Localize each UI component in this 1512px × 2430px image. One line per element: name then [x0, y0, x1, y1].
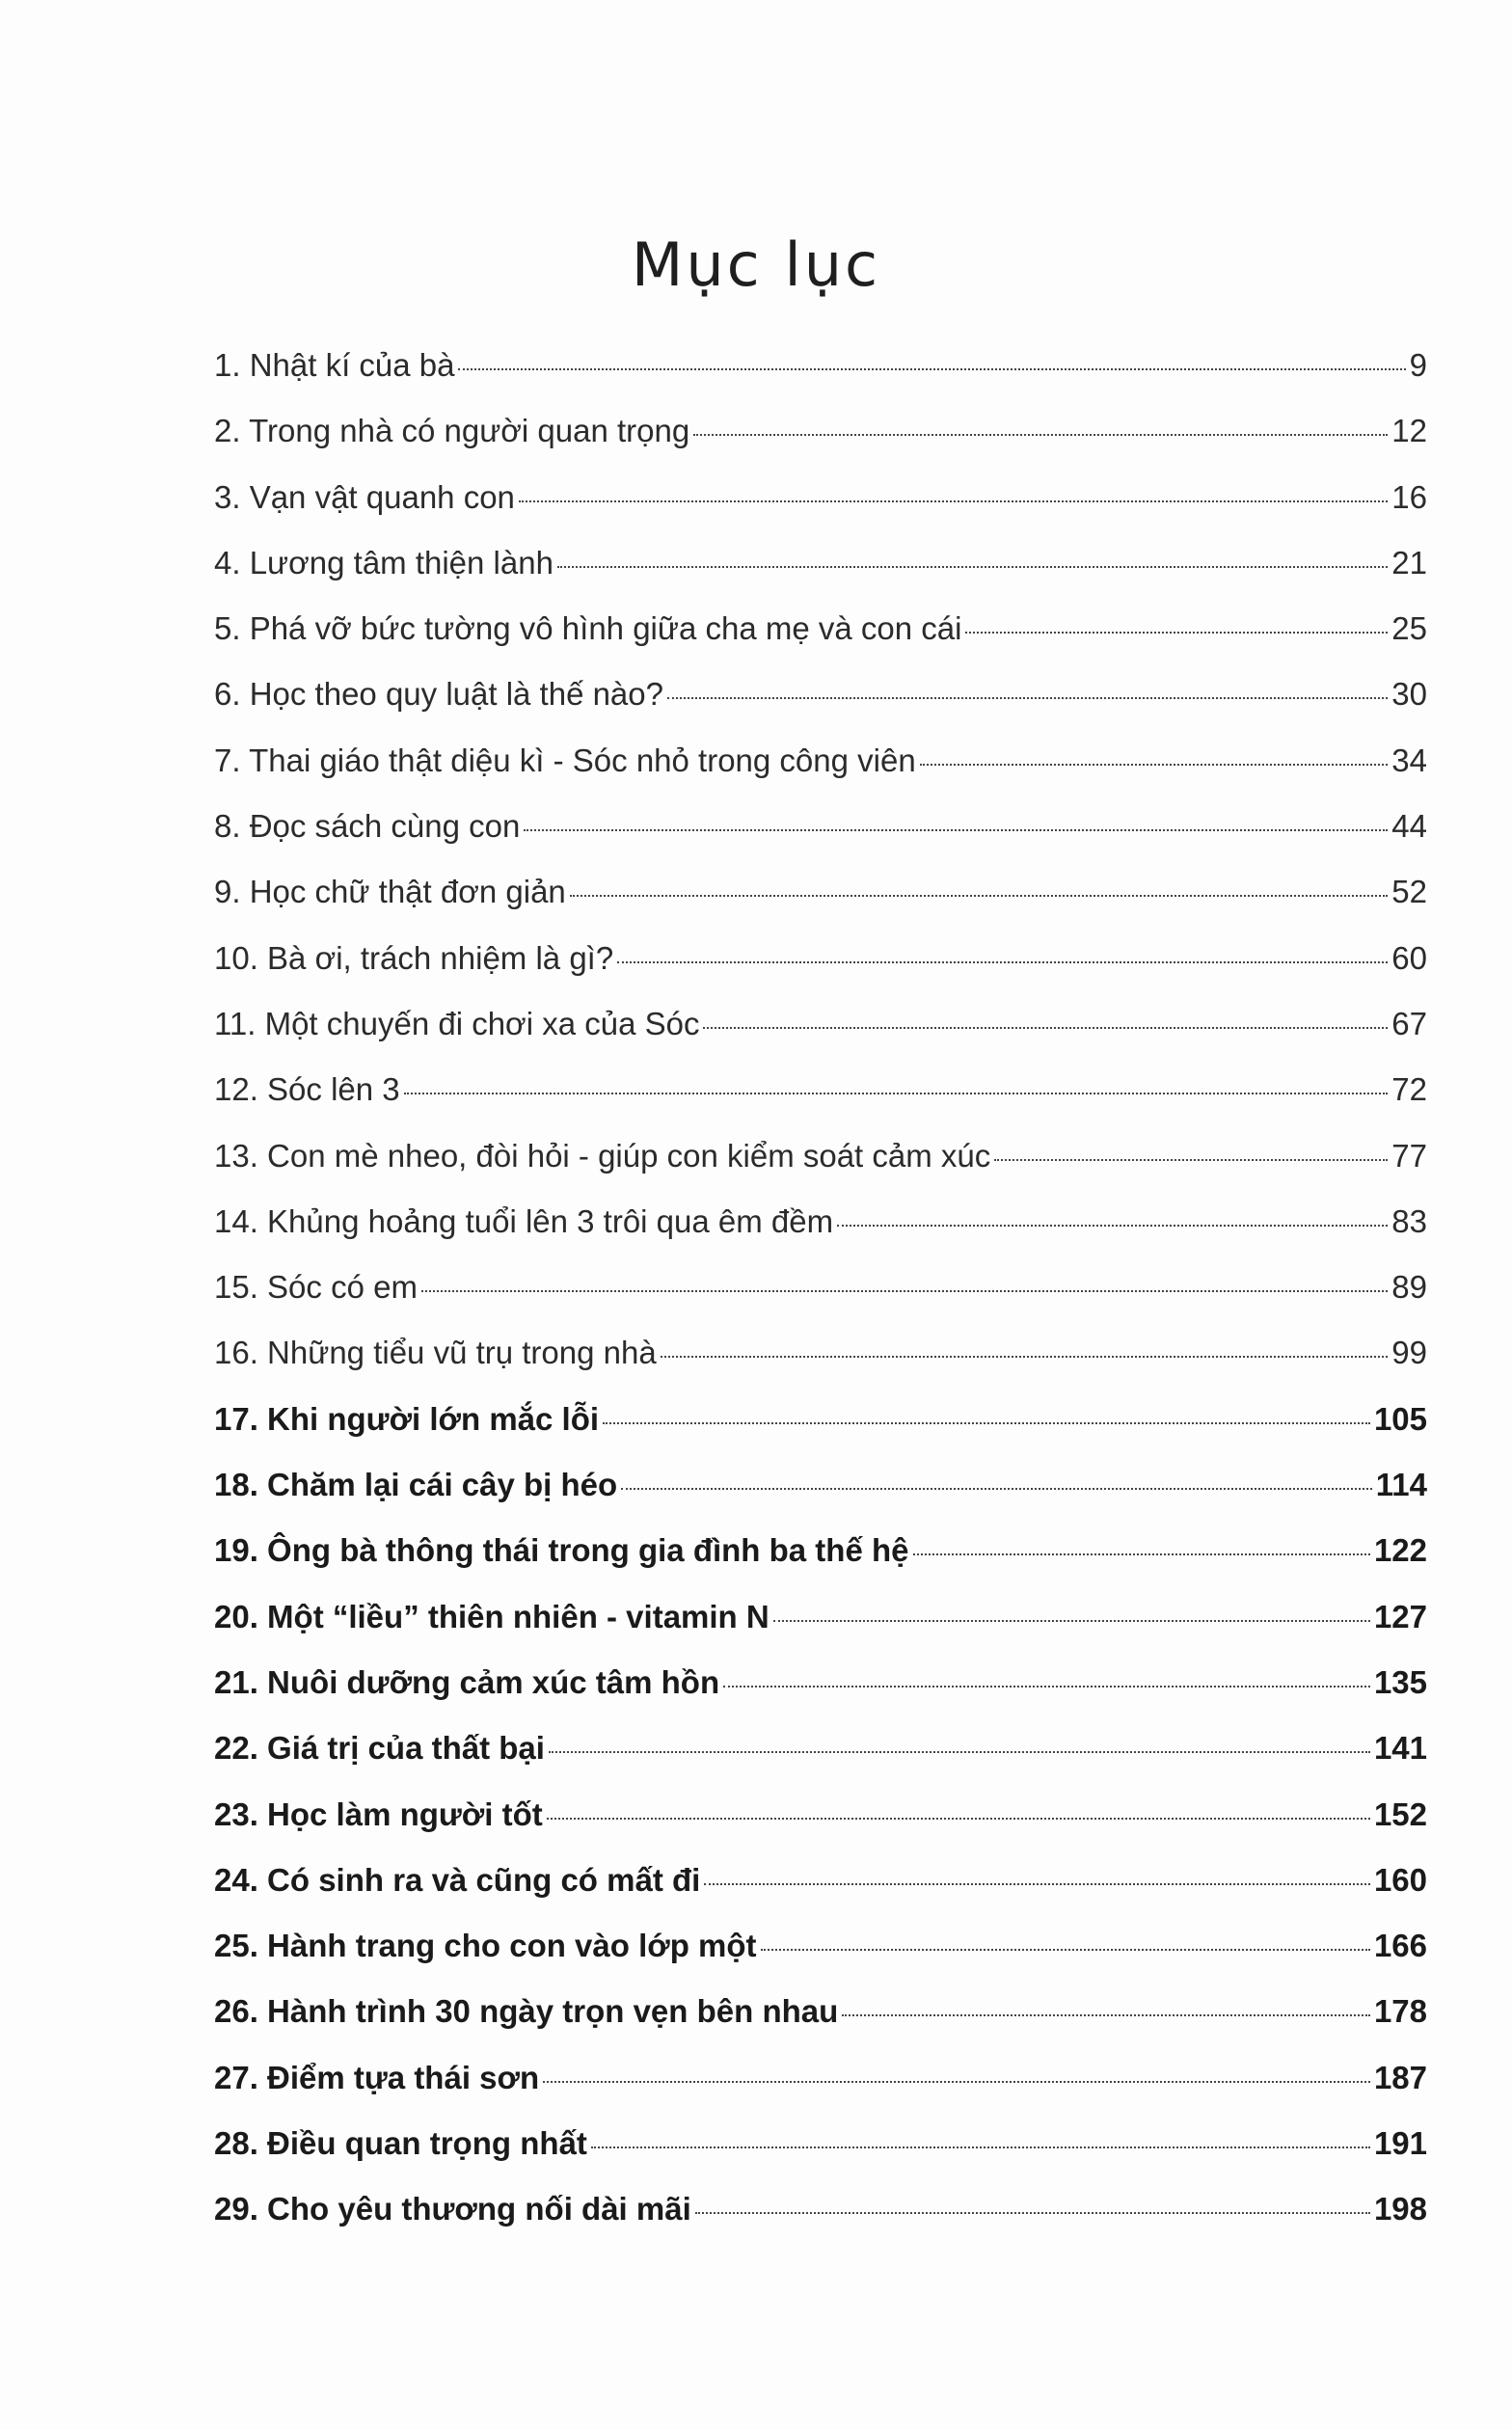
dot-leader	[695, 2212, 1370, 2214]
dot-leader	[667, 697, 1388, 699]
toc-entry-page-number: 122	[1373, 1532, 1427, 1569]
toc-entry	[214, 794, 1427, 859]
toc-entry	[214, 2045, 1427, 2111]
toc-entry	[214, 1913, 1427, 1979]
toc-entry-page-number: 12	[1391, 413, 1427, 449]
toc-entry-title: 29. Cho yêu thương nối dài mãi	[214, 2191, 691, 2228]
toc-entry	[214, 1715, 1427, 1781]
toc-entry	[214, 1584, 1427, 1650]
toc-entry-page-number: 83	[1391, 1202, 1427, 1239]
toc-entry	[214, 596, 1427, 662]
toc-entry	[214, 398, 1427, 464]
toc-entry-title: 4. Lương tâm thiện lành	[214, 544, 554, 580]
dot-leader	[557, 566, 1388, 568]
toc-entry	[214, 728, 1427, 794]
toc-entry-title: 5. Phá vỡ bức tường vô hình giữa cha mẹ và con cái	[214, 610, 962, 647]
toc-entry	[214, 1979, 1427, 2044]
dot-leader	[458, 368, 1405, 370]
toc-entry	[214, 465, 1427, 530]
dot-leader	[621, 1488, 1372, 1490]
toc-entry	[214, 926, 1427, 991]
toc-entry	[214, 1189, 1427, 1255]
toc-entry-page-number: 16	[1391, 478, 1427, 515]
toc-entry-page-number: 105	[1373, 1400, 1427, 1437]
toc-entry-title: 13. Con mè nheo, đòi hỏi - giúp con kiểm soát cảm xúc	[214, 1137, 991, 1174]
toc-entry	[214, 2176, 1427, 2242]
toc-entry-title: 28. Điều quan trọng nhất	[214, 2125, 587, 2162]
toc-entry-page-number: 67	[1391, 1005, 1427, 1041]
dot-leader	[837, 1225, 1388, 1227]
toc-entry-page-number: 135	[1373, 1663, 1427, 1700]
toc-entry	[214, 1650, 1427, 1715]
toc-entry	[214, 333, 1427, 398]
dot-leader	[591, 2146, 1370, 2148]
dot-leader	[519, 500, 1388, 502]
toc-entry-page-number: 191	[1373, 2125, 1427, 2162]
toc-entry-page-number: 160	[1373, 1861, 1427, 1898]
toc-entry-page-number: 30	[1391, 676, 1427, 713]
toc-entry	[214, 1123, 1427, 1189]
dot-leader	[617, 961, 1388, 963]
toc-entry	[214, 859, 1427, 925]
toc-entry-page-number: 114	[1375, 1467, 1427, 1503]
toc-entry	[214, 1320, 1427, 1386]
toc-entry-title: 17. Khi người lớn mắc lỗi	[214, 1400, 600, 1437]
toc-entry-page-number: 21	[1391, 544, 1427, 580]
toc-entry	[214, 2111, 1427, 2176]
dot-leader	[773, 1620, 1370, 1622]
toc-entry-title: 18. Chăm lại cái cây bị héo	[214, 1467, 618, 1503]
dot-leader	[723, 1686, 1370, 1688]
dot-leader	[965, 632, 1388, 634]
toc-entry	[214, 1387, 1427, 1452]
dot-leader	[704, 1883, 1370, 1885]
toc-entry-title: 27. Điểm tựa thái sơn	[214, 2059, 540, 2095]
table-of-contents	[214, 333, 1427, 2243]
toc-entry-page-number: 44	[1391, 808, 1427, 845]
toc-entry-page-number: 166	[1373, 1928, 1427, 1964]
toc-entry-title: 3. Vạn vật quanh con	[214, 478, 515, 515]
toc-entry	[214, 662, 1427, 727]
dot-leader	[920, 764, 1389, 766]
toc-entry-title: 6. Học theo quy luật là thế nào?	[214, 676, 663, 713]
dot-leader	[693, 434, 1388, 436]
toc-entry-title: 25. Hành trang cho con vào lớp một	[214, 1928, 757, 1964]
toc-entry	[214, 1057, 1427, 1122]
toc-entry-page-number: 34	[1391, 742, 1427, 778]
toc-entry	[214, 1255, 1427, 1320]
toc-entry-title: 20. Một “liều” thiên nhiên - vitamin N	[214, 1598, 770, 1634]
dot-leader	[543, 2081, 1370, 2083]
dot-leader	[547, 1818, 1370, 1820]
toc-entry-page-number: 60	[1391, 939, 1427, 976]
toc-entry-title: 15. Sóc có em	[214, 1269, 418, 1306]
dot-leader	[994, 1159, 1388, 1161]
toc-entry	[214, 1782, 1427, 1848]
dot-leader	[524, 829, 1388, 831]
toc-entry	[214, 991, 1427, 1057]
toc-entry	[214, 1848, 1427, 1913]
toc-entry	[214, 1518, 1427, 1583]
dot-leader	[404, 1093, 1389, 1094]
toc-entry-page-number: 99	[1391, 1335, 1427, 1371]
dot-leader	[570, 895, 1389, 897]
toc-entry-page-number: 127	[1373, 1598, 1427, 1634]
toc-entry-title: 24. Có sinh ra và cũng có mất đi	[214, 1861, 701, 1898]
toc-entry-page-number: 77	[1391, 1137, 1427, 1174]
dot-leader	[549, 1751, 1370, 1753]
toc-entry-title: 14. Khủng hoảng tuổi lên 3 trôi qua êm đềm	[214, 1202, 834, 1239]
toc-entry-title: 11. Một chuyến đi chơi xa của Sóc	[214, 1005, 700, 1041]
toc-entry-title: 2. Trong nhà có người quan trọng	[214, 413, 690, 449]
page-title: Mục lục	[631, 229, 881, 300]
dot-leader	[421, 1290, 1388, 1292]
toc-entry-title: 12. Sóc lên 3	[214, 1071, 400, 1108]
toc-entry-title: 9. Học chữ thật đơn giản	[214, 874, 566, 910]
toc-entry-title: 7. Thai giáo thật diệu kì - Sóc nhỏ trong công viên	[214, 742, 916, 778]
toc-entry-page-number: 152	[1373, 1796, 1427, 1832]
toc-entry-page-number: 9	[1409, 347, 1427, 383]
toc-entry-title: 22. Giá trị của thất bại	[214, 1730, 545, 1767]
toc-entry-title: 26. Hành trình 30 ngày trọn vẹn bên nhau	[214, 1993, 839, 2030]
dot-leader	[761, 1949, 1370, 1951]
toc-entry-title: 21. Nuôi dưỡng cảm xúc tâm hồn	[214, 1663, 720, 1700]
toc-entry-page-number: 141	[1373, 1730, 1427, 1767]
toc-entry-title: 8. Đọc sách cùng con	[214, 808, 521, 845]
toc-entry-page-number: 52	[1391, 874, 1427, 910]
toc-entry-page-number: 178	[1373, 1993, 1427, 2030]
dot-leader	[603, 1422, 1370, 1424]
toc-entry-page-number: 198	[1373, 2191, 1427, 2228]
toc-entry	[214, 530, 1427, 596]
toc-entry	[214, 1452, 1427, 1518]
dot-leader	[703, 1027, 1388, 1029]
toc-entry-title: 19. Ông bà thông thái trong gia đình ba thế hệ	[214, 1532, 909, 1569]
toc-entry-page-number: 25	[1391, 610, 1427, 647]
toc-entry-page-number: 187	[1373, 2059, 1427, 2095]
toc-entry-title: 23. Học làm người tốt	[214, 1796, 543, 1832]
toc-entry-title: 10. Bà ơi, trách nhiệm là gì?	[214, 939, 614, 976]
toc-entry-title: 1. Nhật kí của bà	[214, 347, 455, 383]
dot-leader	[661, 1356, 1389, 1358]
toc-entry-page-number: 89	[1391, 1269, 1427, 1306]
dot-leader	[842, 2014, 1370, 2016]
dot-leader	[913, 1553, 1370, 1555]
toc-entry-title: 16. Những tiểu vũ trụ trong nhà	[214, 1335, 657, 1371]
toc-entry-page-number: 72	[1391, 1071, 1427, 1108]
